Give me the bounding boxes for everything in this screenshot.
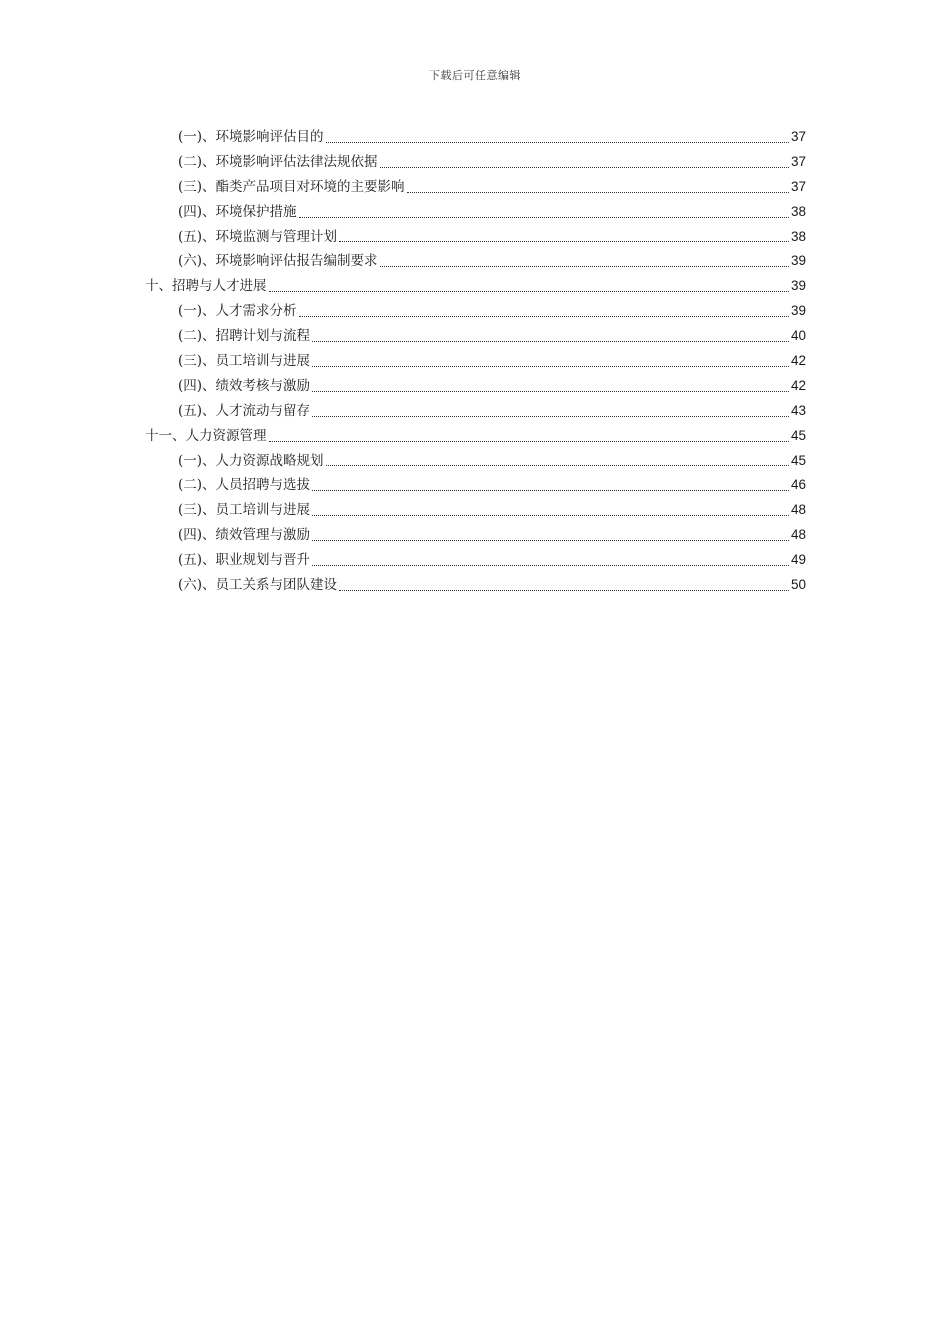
- toc-entry[interactable]: [145, 523, 806, 548]
- toc-entry[interactable]: [145, 374, 806, 399]
- toc-entry[interactable]: [145, 548, 806, 573]
- toc-entry-label: (二)、环境影响评估法律法规依据: [178, 153, 378, 170]
- toc-entry[interactable]: [145, 449, 806, 474]
- toc-entry-label: (二)、人员招聘与选拔: [178, 477, 311, 494]
- toc-entry-page-number: 48: [790, 527, 806, 543]
- toc-dot-leader: [299, 217, 789, 218]
- toc-entry-label: (三)、酯类产品项目对环境的主要影响: [178, 178, 405, 195]
- toc-entry-page-number: 40: [790, 328, 806, 344]
- toc-dot-leader: [269, 441, 789, 442]
- toc-entry-page-number: 50: [790, 577, 806, 593]
- toc-entry-page-number: 43: [790, 402, 806, 418]
- toc-dot-leader: [339, 590, 789, 591]
- toc-entry-label: (六)、环境影响评估报告编制要求: [178, 253, 378, 270]
- toc-entry[interactable]: [145, 349, 806, 374]
- toc-entry[interactable]: [145, 498, 806, 523]
- toc-entry-page-number: 42: [790, 377, 806, 393]
- toc-entry[interactable]: [145, 175, 806, 200]
- toc-entry-label: (四)、绩效管理与激励: [178, 527, 311, 544]
- toc-entry[interactable]: [145, 473, 806, 498]
- toc-entry-label: (二)、招聘计划与流程: [178, 328, 311, 345]
- toc-dot-leader: [312, 416, 789, 417]
- toc-entry-label: (一)、人力资源战略规划: [178, 452, 324, 469]
- toc-entry-page-number: 46: [790, 477, 806, 493]
- toc-dot-leader: [312, 391, 789, 392]
- toc-entry-label: (四)、绩效考核与激励: [178, 377, 311, 394]
- page-header: 下载后可任意编辑: [429, 69, 521, 82]
- toc-entry-page-number: 45: [790, 452, 806, 468]
- toc-entry[interactable]: [145, 424, 806, 449]
- toc-entry[interactable]: [145, 274, 806, 299]
- toc-dot-leader: [299, 316, 789, 317]
- toc-entry-label: (四)、环境保护措施: [178, 203, 297, 220]
- toc-dot-leader: [312, 366, 789, 367]
- toc-entry-page-number: 38: [790, 203, 806, 219]
- toc-entry-page-number: 37: [790, 153, 806, 169]
- toc-entry-label: (三)、员工培训与进展: [178, 502, 311, 519]
- toc-dot-leader: [312, 540, 789, 541]
- toc-entry[interactable]: [145, 249, 806, 274]
- toc-entry-label: (一)、人才需求分析: [178, 303, 297, 320]
- toc-dot-leader: [380, 266, 789, 267]
- toc-entry-label: (一)、环境影响评估目的: [178, 128, 324, 145]
- toc-entry-page-number: 39: [790, 278, 806, 294]
- toc-entry-page-number: 37: [790, 128, 806, 144]
- toc-entry-page-number: 48: [790, 502, 806, 518]
- toc-entry-label: (五)、环境监测与管理计划: [178, 228, 338, 245]
- toc-entry[interactable]: [145, 150, 806, 175]
- toc-entry-page-number: 39: [790, 303, 806, 319]
- toc-entry[interactable]: [145, 225, 806, 250]
- toc-entry[interactable]: [145, 200, 806, 225]
- toc-entry-page-number: 42: [790, 353, 806, 368]
- toc-dot-leader: [407, 192, 789, 193]
- toc-entry-page-number: 45: [790, 427, 806, 443]
- toc-entry[interactable]: [145, 324, 806, 349]
- toc-entry[interactable]: [145, 299, 806, 324]
- toc-entry-label: 十一、人力资源管理: [145, 427, 267, 444]
- toc-dot-leader: [312, 341, 789, 342]
- toc-dot-leader: [326, 142, 789, 143]
- toc-entry-page-number: 38: [790, 228, 806, 244]
- toc-entry-page-number: 49: [790, 552, 806, 568]
- toc-dot-leader: [312, 490, 789, 491]
- toc-entry-label: (五)、职业规划与晋升: [178, 552, 311, 569]
- toc-entry-page-number: 37: [790, 178, 806, 194]
- toc-entry[interactable]: [145, 399, 806, 424]
- toc-dot-leader: [339, 241, 789, 242]
- toc-dot-leader: [312, 515, 789, 516]
- table-of-contents: [145, 125, 806, 598]
- toc-entry-page-number: 39: [790, 253, 806, 269]
- toc-dot-leader: [326, 465, 789, 466]
- toc-entry-label: 十、招聘与人才进展: [145, 278, 267, 295]
- toc-entry[interactable]: [145, 573, 806, 598]
- toc-entry-label: (三)、员工培训与进展: [178, 353, 311, 369]
- toc-entry[interactable]: [145, 125, 806, 150]
- toc-dot-leader: [312, 565, 789, 566]
- toc-dot-leader: [380, 167, 789, 168]
- toc-entry-label: (六)、员工关系与团队建设: [178, 577, 338, 594]
- toc-dot-leader: [269, 291, 789, 292]
- toc-entry-label: (五)、人才流动与留存: [178, 402, 311, 419]
